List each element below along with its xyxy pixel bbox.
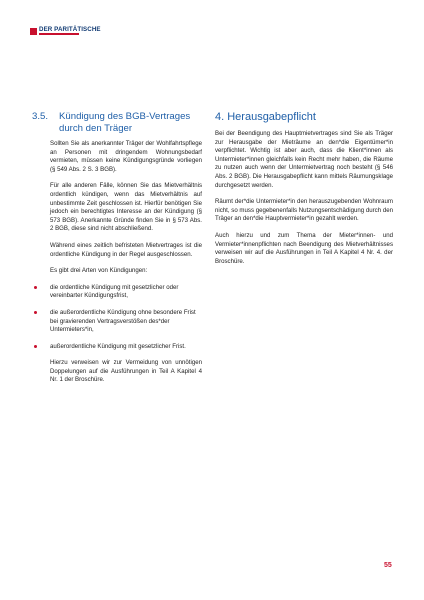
paritaetische-logo — [30, 27, 100, 37]
heading-line-1: Kündigung des BGB-Vertrages — [59, 111, 191, 122]
left-column — [32, 111, 202, 393]
list-item-text: die außerordentliche Kündigung ohne besondere Frist bei gravierenden Vertragsverstößen des*der Untermieters*in, — [50, 308, 196, 334]
paragraph: Es gibt drei Arten von Kündigungen: — [50, 267, 148, 275]
right-column — [215, 111, 393, 274]
page-number: 55 — [384, 562, 392, 569]
paragraph: Für alle anderen Fälle, können Sie das Mietverhältnis ordentlich kündigen, wenn das Mietverhältnis auf unbestimmte Zeit geschlossen ist. Hierfür benötigen Sie jedoch ein berechtigtes Interesse an der Kündigung (§ 573 BGB). Anerkannte Gründe finden Sie in § 573 Abs. 2 BGB, diese sind nicht abschließend. — [50, 182, 202, 233]
paragraph: Auch hierzu und zum Thema der Mieter*innen- und Vermieter*innenpflichten nach Beendigung des Mietverhältnisses verweisen wir auf die Ausführungen in Teil A Kapitel 4 Nr. 4. der Broschüre. — [215, 231, 393, 265]
logo-text: DER PARITÄTISCHE — [39, 26, 101, 33]
kuendigung-types-list — [32, 284, 202, 352]
list-item-text: außerordentliche Kündigung mit gesetzlicher Frist. — [50, 342, 186, 350]
list-item — [32, 343, 202, 352]
heading-number: 3.5. — [32, 111, 49, 122]
paragraph: Räumt der*die Untermieter*in den herauszugebenden Wohnraum nicht, so muss gegebenenfalls Nutzungsentschädigung durch den Träger an den*die Hauptvermieter*in gezahlt werden. — [215, 198, 393, 223]
logo-underline — [39, 33, 79, 35]
section-heading-3-5 — [32, 111, 202, 134]
paragraph: Bei der Beendigung des Hauptmietvertrages sind Sie als Träger zur Herausgabe der Mieträume an den*die Eigentümer*in verpflichtet. Wichtig ist aber auch, dass die Klient*innen als Untermieter*innen gleichfalls kein Recht mehr haben, die Räume zu nutzen auch wenn der Untermietvertrag noch besteht (§ 546 Abs. 2 BGB). Die Herausgabepflicht kann mittels Räumungsklage durchgesetzt werden. — [215, 130, 393, 189]
list-item — [32, 309, 202, 335]
paragraph: Während eines zeitlich befristeten Mietvertrages ist die ordentliche Kündigung in der Regel ausgeschlossen. — [50, 241, 202, 258]
list-item — [32, 284, 202, 301]
paragraph: Hierzu verweisen wir zur Vermeidung von unnötigen Doppelungen auf die Ausführungen in Teil A Kapitel 4 Nr. 1 der Broschüre. — [50, 359, 202, 384]
heading-line-2: durch den Träger — [59, 122, 133, 134]
paragraph: Sollten Sie als anerkannter Träger der Wohlfahrtspflege an Personen mit dringendem Wohnungsbedarf vermieten, müssen keine Kündigungsgründe vorliegen (§ 549 Abs. 2 S. 3 BGB). — [50, 140, 202, 173]
logo-square-icon — [30, 28, 37, 35]
bullet-icon — [34, 311, 37, 314]
section-heading-4: 4. Herausgabepflicht — [215, 111, 316, 123]
list-item-text: die ordentliche Kündigung mit gesetzlicher oder vereinbarter Kündigungsfrist, — [50, 283, 179, 300]
bullet-icon — [34, 345, 37, 348]
bullet-icon — [34, 286, 37, 289]
